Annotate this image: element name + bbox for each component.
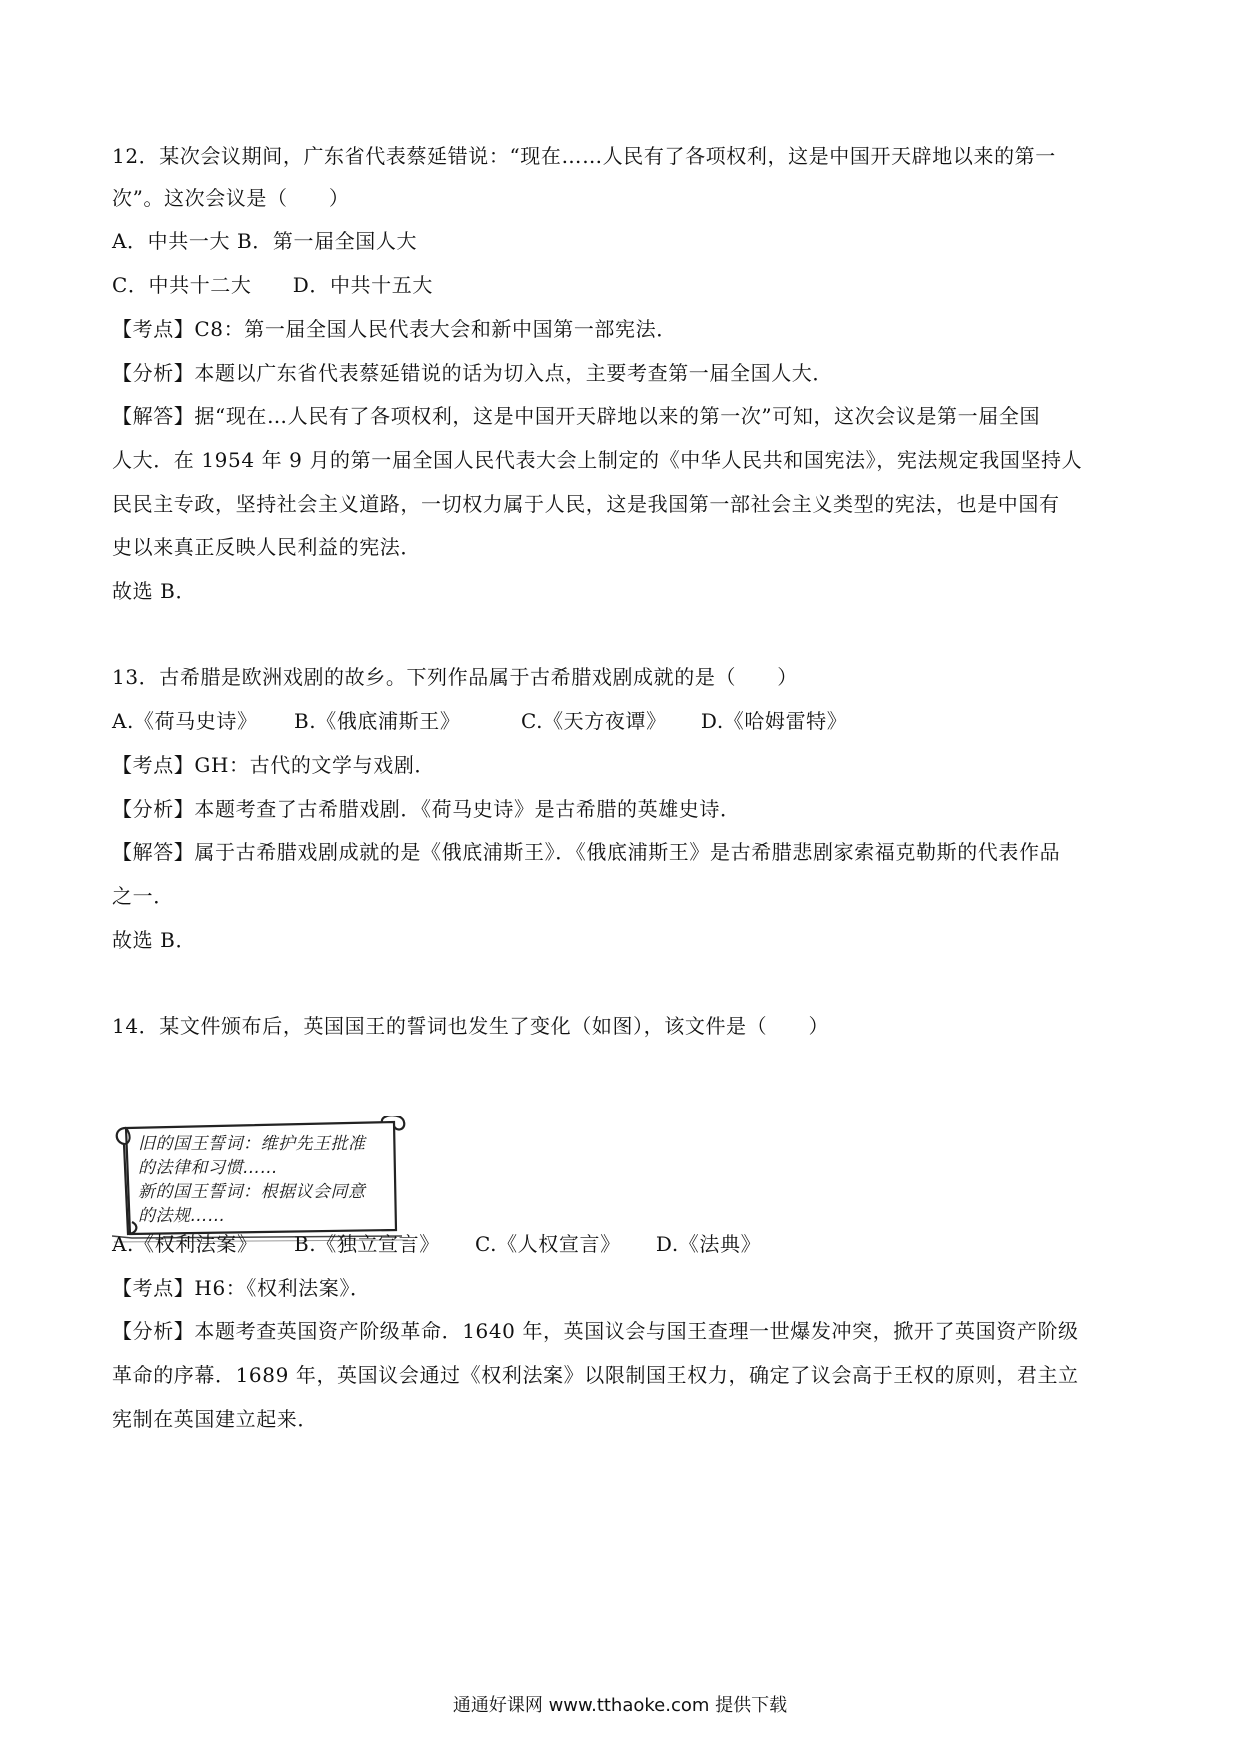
q13-jieda-line1: 【解答】属于古希腊戏剧成就的是《俄底浦斯王》．《俄底浦斯王》是古希腊悲剧家索福克勒斯的代表作品: [112, 840, 1061, 864]
q13-options: [112, 706, 1142, 736]
q12-options-line2: C．中共十二大 D．中共十五大: [112, 273, 433, 297]
q14-option-b: B.《独立宣言》: [293, 1232, 440, 1256]
q14-option-d: D.《法典》: [655, 1232, 762, 1256]
new-oath-line2: 的法规……: [138, 1206, 226, 1226]
q12-options-line1: A．中共一大 B．第一届全国人大: [112, 229, 418, 253]
q14-option-c: C.《人权宣言》: [474, 1232, 621, 1256]
q14-fenxi-line1: 【分析】本题考查英国资产阶级革命．1640 年，英国议会与国王查理一世爆发冲突，掀开了英国资产阶级: [112, 1319, 1079, 1343]
q13-kaodian: 【考点】GH：古代的文学与戏剧．: [112, 753, 436, 777]
q12-kaodian: 【考点】C8：第一届全国人民代表大会和新中国第一部宪法．: [112, 317, 677, 341]
q12-jieda-line3: 民民主专政，坚持社会主义道路，一切权力属于人民，这是我国第一部社会主义类型的宪法，也是中国有: [112, 492, 1060, 516]
q13-jieda-line2: 之一．: [112, 884, 174, 908]
old-oath-line2: 的法律和习惯……: [138, 1158, 278, 1178]
q14-stem: 14．某文件颁布后，英国国王的誓词也发生了变化（如图），该文件是（ ）: [112, 1014, 830, 1038]
q13-option-c: C.《天方夜谭》: [520, 709, 667, 733]
q14-options: [112, 1229, 1142, 1259]
q12-jieda-line4: 史以来真正反映人民利益的宪法．: [112, 535, 421, 559]
page-footer: 通通好课网 www.tthaoke.com 提供下载: [452, 1695, 788, 1716]
q13-fenxi: 【分析】本题考查了古希腊戏剧．《荷马史诗》是古希腊的英雄史诗．: [112, 797, 741, 821]
q12-jieda-line2: 人大．在 1954 年 9 月的第一届全国人民代表大会上制定的《中华人民共和国宪法》，宪法规定我国坚持人: [112, 448, 1083, 472]
q12-fenxi: 【分析】本题以广东省代表蔡延错说的话为切入点，主要考查第一届全国人大．: [112, 361, 833, 385]
q14-fenxi-line3: 宪制在英国建立起来．: [112, 1407, 318, 1431]
q14-kaodian: 【考点】H6：《权利法案》．: [112, 1276, 371, 1300]
new-oath-line1: 新的国王誓词：根据议会同意: [138, 1182, 366, 1202]
q13-option-a: A.《荷马史诗》: [112, 709, 258, 733]
q12-stem-line2: 次”。这次会议是（ ）: [112, 186, 350, 210]
q13-answer: 故选 B．: [112, 928, 197, 952]
oath-scroll-illustration: [112, 1116, 417, 1246]
old-oath-line1: 旧的国王誓词：维护先王批准: [138, 1134, 366, 1154]
q12-stem-line1: 12．某次会议期间，广东省代表蔡延错说：“现在……人民有了各项权利，这是中国开天辟地以来的第一: [112, 144, 1056, 168]
q14-option-a: A.《权利法案》: [112, 1232, 258, 1256]
q12-answer: 故选 B．: [112, 579, 197, 603]
q14-fenxi-line2: 革命的序幕．1689 年，英国议会通过《权利法案》以限制国王权力，确定了议会高于王权的原则，君主立: [112, 1363, 1079, 1387]
q12-jieda-line1: 【解答】据“现在…人民有了各项权利，这是中国开天辟地以来的第一次”可知，这次会议是第一届全国: [112, 404, 1041, 428]
q13-option-b: B.《俄底浦斯王》: [293, 709, 461, 733]
q13-stem: 13．古希腊是欧洲戏剧的故乡。下列作品属于古希腊戏剧成就的是（ ）: [112, 665, 798, 689]
q13-option-d: D.《哈姆雷特》: [700, 709, 848, 733]
